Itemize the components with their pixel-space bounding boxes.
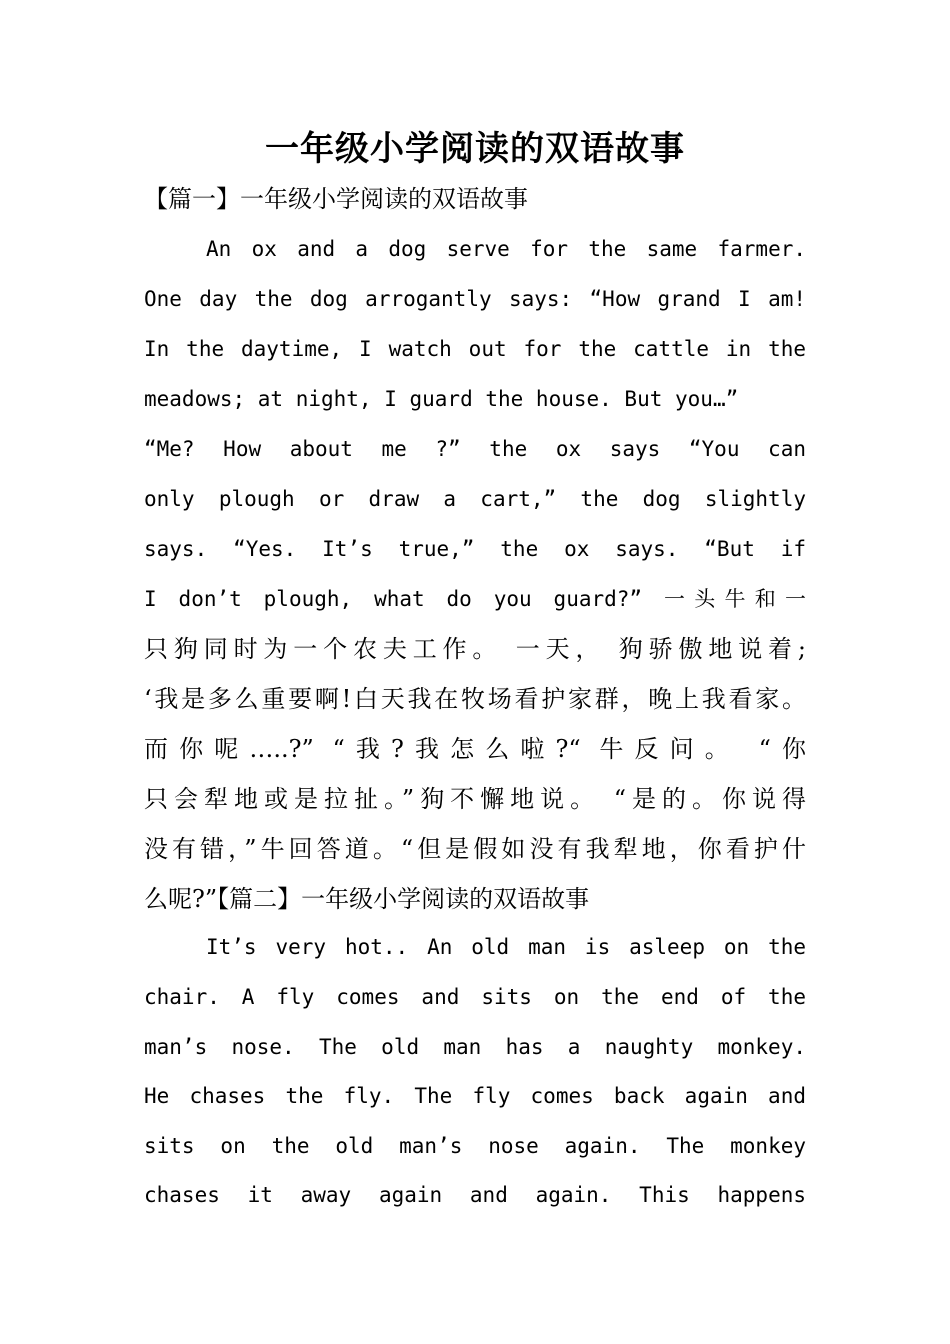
section-heading-1: 【篇一】一年级小学阅读的双语故事 [144, 185, 528, 213]
text-line: I don’t plough, what do you guard?” 一头牛和一 [144, 587, 806, 611]
text-line: 只狗同时为一个农夫工作。 一天， 狗骄傲地说着; [144, 635, 806, 663]
text-line: An ox and a dog serve for the same farmer. [206, 237, 806, 261]
text-line: chair. A fly comes and sits on the end of the [144, 985, 806, 1009]
text-line: 而你呢…..?” “我?我怎么啦?“ 牛反问。 “你 [144, 735, 806, 763]
text-line: says. “Yes. It’s true,” the ox says. “But if [144, 537, 806, 561]
text-line: 没有错，”牛回答道。“但是假如没有我犁地，你看护什 [144, 835, 806, 863]
text-line: meadows; at night, I guard the house. But you…” [144, 387, 739, 411]
text-line: man’s nose. The old man has a naughty monkey. [144, 1035, 806, 1059]
text-line: One day the dog arrogantly says: “How grand I am! [144, 287, 806, 311]
document-title: 一年级小学阅读的双语故事 [265, 129, 685, 169]
text-line: In the daytime, I watch out for the cattle in the [144, 337, 806, 361]
text-line: It’s very hot.. An old man is asleep on the [206, 935, 806, 959]
text-line: 只会犁地或是拉扯。”狗不懈地说。 “是的。你说得 [144, 785, 806, 813]
text-line: chases it away again and again. This happens [144, 1183, 806, 1207]
text-line: He chases the fly. The fly comes back again and [144, 1084, 806, 1108]
section-heading-2: 么呢?”【篇二】一年级小学阅读的双语故事 [144, 885, 590, 913]
text-line: “Me? How about me ?” the ox says “You can [144, 437, 806, 461]
text-line: ‘我是多么重要啊!白天我在牧场看护家群，晚上我看家。 [144, 685, 806, 713]
text-line: sits on the old man’s nose again. The monkey [144, 1134, 806, 1158]
text-line: only plough or draw a cart,” the dog slightly [144, 487, 806, 511]
